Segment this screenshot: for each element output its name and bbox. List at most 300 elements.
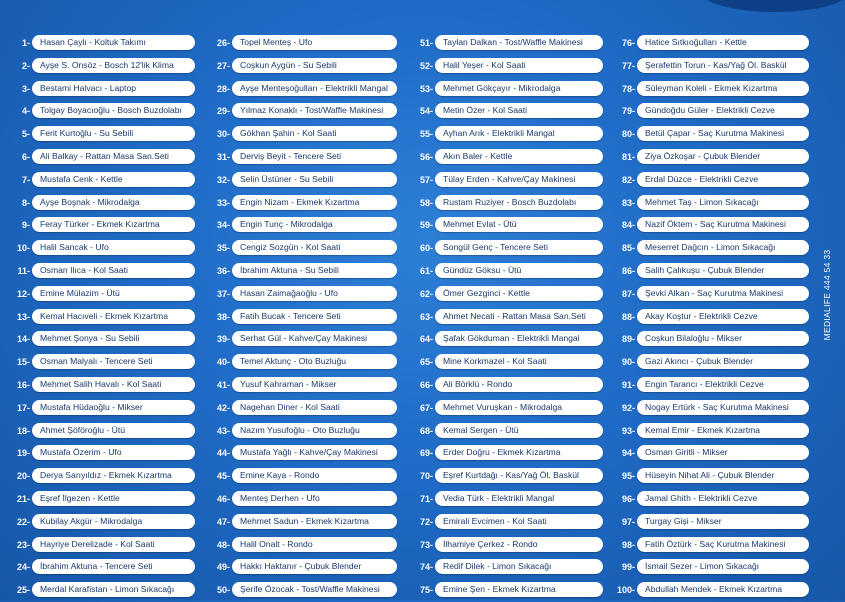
winner-entry: Süleyman Koleli - Ekmek Kızartma (637, 81, 809, 96)
winner-row (0, 283, 200, 306)
winner-entry: Mehmet Evlat - Ütü (435, 217, 603, 232)
winner-row (403, 328, 603, 351)
winner-row (0, 169, 200, 192)
winner-entry: Hasan Zaimağaoğlu - Ufo (232, 286, 397, 301)
winner-number: 69- (419, 448, 433, 459)
winner-row (0, 237, 200, 260)
winner-row (605, 579, 805, 602)
winner-entry: Metin Özer - Kol Saati (435, 103, 603, 118)
winner-number: 29- (216, 106, 230, 117)
winner-number: 82- (621, 174, 635, 185)
winner-row (605, 351, 805, 374)
winner-entry: İbrahim Aktuna - Su Sebili (232, 263, 397, 278)
winner-row (200, 465, 400, 488)
winner-row (0, 351, 200, 374)
winner-number: 95- (621, 471, 635, 482)
winner-entry: Topel Menteş - Ufo (232, 35, 397, 50)
winner-number: 9- (21, 220, 30, 231)
winner-entry: Ayşe S. Onsöz - Bosch 12'lik Klima (32, 58, 195, 73)
winner-entry: Gündoğdu Güler - Elektrikli Cezve (637, 103, 809, 118)
winner-number: 4- (21, 106, 30, 117)
winner-row (403, 374, 603, 397)
winner-entry: Mustafa Cenk - Kettle (32, 172, 195, 187)
winner-number: 100- (616, 585, 635, 596)
winner-row (403, 442, 603, 465)
winners-column-1 (0, 32, 200, 602)
winner-entry: Salih Çalıkuşu - Çubuk Blender (637, 263, 809, 278)
winner-row (0, 214, 200, 237)
winner-entry: Tolgay Boyacıoğlu - Bosch Buzdolabı (32, 103, 195, 118)
winner-entry: Vedia Türk - Elektrikli Mangal (435, 491, 603, 506)
winner-number: 34- (216, 220, 230, 231)
winner-number: 53- (419, 83, 433, 94)
winner-row (0, 397, 200, 420)
winner-number: 91- (621, 379, 635, 390)
winner-row (605, 465, 805, 488)
winner-row (605, 32, 805, 55)
winner-row (605, 123, 805, 146)
winner-entry: Emine Şen - Ekmek Kızartma (435, 582, 603, 597)
winner-number: 89- (621, 334, 635, 345)
winner-number: 85- (621, 243, 635, 254)
winner-row (605, 169, 805, 192)
winner-number: 55- (419, 129, 433, 140)
winner-number: 6- (21, 151, 30, 162)
winner-number: 45- (216, 471, 230, 482)
winner-row (403, 351, 603, 374)
winner-row (200, 442, 400, 465)
winner-entry: Halil Yeşer - Kol Saati (435, 58, 603, 73)
winner-row (0, 511, 200, 534)
winner-number: 25- (16, 585, 30, 596)
winner-entry: Osman Ilıca - Kol Saati (32, 263, 195, 278)
winner-entry: Ayşe Boşnak - Mikrodalga (32, 195, 195, 210)
winner-entry: Redif Dilek - Limon Sıkacağı (435, 559, 603, 574)
winner-number: 84- (621, 220, 635, 231)
winner-entry: Fatih Öztürk - Saç Kurutma Makinesi (637, 537, 809, 552)
winner-row (200, 534, 400, 557)
winner-number: 27- (216, 60, 230, 71)
winner-entry: Akay Koştur - Elektrikli Cezve (637, 309, 809, 324)
winner-number: 10- (16, 243, 30, 254)
winner-row (200, 328, 400, 351)
winner-number: 12- (16, 288, 30, 299)
winner-row (200, 283, 400, 306)
winner-number: 81- (621, 151, 635, 162)
winner-row (0, 465, 200, 488)
winner-row (0, 32, 200, 55)
winner-row (200, 397, 400, 420)
winner-entry: İbrahim Aktuna - Tencere Seti (32, 559, 195, 574)
winner-number: 30- (216, 129, 230, 140)
winner-number: 18- (16, 425, 30, 436)
winner-row (0, 192, 200, 215)
winner-row (403, 32, 603, 55)
winner-row (403, 397, 603, 420)
winner-row (403, 579, 603, 602)
winner-entry: Osman Giritli - Mikser (637, 445, 809, 460)
winner-number: 54- (419, 106, 433, 117)
winner-row (403, 100, 603, 123)
winner-entry: Hakkı Haktanır - Çubuk Blender (232, 559, 397, 574)
winner-number: 1- (21, 38, 30, 48)
winner-entry: Mine Korkmazel - Kol Saati (435, 354, 603, 369)
winner-entry: Menteş Derhen - Ufo (232, 491, 397, 506)
winner-number: 68- (419, 425, 433, 436)
side-label (812, 230, 842, 360)
winner-number: 66- (419, 379, 433, 390)
winner-entry: Bestami Halvacı - Laptop (32, 81, 195, 96)
winner-row (200, 169, 400, 192)
winner-entry: Emine Mülazim - Ütü (32, 286, 195, 301)
winner-entry: Mehmet Taş - Limon Sıkacağı (637, 195, 809, 210)
winner-entry: Erder Doğru - Ekmek Kızartma (435, 445, 603, 460)
winner-entry: Derviş Beyit - Tencere Seti (232, 149, 397, 164)
winner-row (605, 488, 805, 511)
winner-entry: Nazif Öktem - Saç Kurutma Makinesi (637, 217, 809, 232)
winner-number: 87- (621, 288, 635, 299)
winner-entry: Hasan Çaylı - Koltuk Takımı (32, 35, 195, 50)
winner-row (200, 420, 400, 443)
winner-number: 16- (16, 379, 30, 390)
winner-entry: Şevki Alkan - Saç Kurutma Makinesi (637, 286, 809, 301)
winner-row (403, 306, 603, 329)
winner-entry: Emirali Evcimen - Kol Saati (435, 514, 603, 529)
winner-number: 35- (216, 243, 230, 254)
winner-number: 63- (419, 311, 433, 322)
winner-row (403, 55, 603, 78)
winner-row (605, 328, 805, 351)
winner-number: 86- (621, 265, 635, 276)
winner-row (200, 55, 400, 78)
winner-row (403, 534, 603, 557)
winner-entry: Yılmaz Konaklı - Tost/Waffle Makinesi (232, 103, 397, 118)
winner-number: 3- (21, 83, 30, 94)
winner-row (200, 214, 400, 237)
winner-row (200, 192, 400, 215)
winner-row (403, 192, 603, 215)
winners-column-3 (403, 32, 603, 602)
winner-entry: Mehmet Şonya - Su Sebili (32, 331, 195, 346)
winner-entry: Ferit Kurtoğlu - Su Sebili (32, 126, 195, 141)
winner-number: 42- (216, 402, 230, 413)
winner-row (605, 146, 805, 169)
winner-row (605, 100, 805, 123)
winner-entry: Meserret Dağcın - Limon Sıkacağı (637, 240, 809, 255)
winner-number: 20- (16, 471, 30, 482)
winner-row (403, 556, 603, 579)
winner-entry: Hatice Sıtkıoğulları - Kettle (637, 35, 809, 50)
winner-row (605, 397, 805, 420)
winner-row (0, 488, 200, 511)
winner-row (200, 32, 400, 55)
winner-number: 80- (621, 129, 635, 140)
winner-row (605, 283, 805, 306)
winner-entry: Halil Sancak - Ufo (32, 240, 195, 255)
winner-entry: Mehmet Gökçayır - Mikrodalga (435, 81, 603, 96)
winner-number: 14- (16, 334, 30, 345)
winner-entry: Cengiz Sozgün - Kol Saati (232, 240, 397, 255)
winner-entry: Jamal Ghith - Elektrikli Cezve (637, 491, 809, 506)
winner-entry: Turgay Gişi - Mikser (637, 514, 809, 529)
winner-row (0, 78, 200, 101)
winner-number: 65- (419, 357, 433, 368)
winner-row (0, 328, 200, 351)
winner-number: 70- (419, 471, 433, 482)
winner-row (605, 260, 805, 283)
winner-row (403, 420, 603, 443)
winner-row (605, 192, 805, 215)
winner-entry: Engin Tunç - Mikrodalga (232, 217, 397, 232)
winner-entry: Mehmet Sadun - Ekmek Kızartma (232, 514, 397, 529)
winner-entry: Tülay Erden - Kahve/Çay Makinesi (435, 172, 603, 187)
winner-entry: Akın Baler - Kettle (435, 149, 603, 164)
winner-row (200, 488, 400, 511)
winner-number: 94- (621, 448, 635, 459)
winner-row (0, 420, 200, 443)
winner-number: 44- (216, 448, 230, 459)
winner-entry: Serhat Gül - Kahve/Çay Makinesi (232, 331, 397, 346)
winner-entry: Merdal Karafistan - Limon Sıkacağı (32, 582, 195, 597)
winner-number: 77- (621, 60, 635, 71)
winner-entry: Halil Onalt - Rondo (232, 537, 397, 552)
winner-number: 71- (419, 493, 433, 504)
winner-entry: Hayriye Derelizade - Kol Saati (32, 537, 195, 552)
winner-entry: Abdullah Mendek - Ekmek Kızartma (637, 582, 809, 597)
winner-number: 67- (419, 402, 433, 413)
winner-row (200, 511, 400, 534)
winner-number: 26- (216, 38, 230, 48)
winner-entry: Hüseyin Nihat Ali - Çubuk Blender (637, 468, 809, 483)
winner-number: 97- (621, 516, 635, 527)
winner-number: 17- (16, 402, 30, 413)
winner-number: 13- (16, 311, 30, 322)
winner-number: 83- (621, 197, 635, 208)
winner-row (0, 306, 200, 329)
winner-entry: Eşref İlgezen - Kettle (32, 491, 195, 506)
winner-number: 49- (216, 562, 230, 573)
winner-number: 11- (17, 265, 30, 276)
winner-entry: Mustafa Yağlı - Kahve/Çay Makinesi (232, 445, 397, 460)
winner-row (403, 237, 603, 260)
winner-row (403, 146, 603, 169)
winner-entry: Selin Üstüner - Su Sebili (232, 172, 397, 187)
winner-entry: Kemal Emir - Ekmek Kızartma (637, 423, 809, 438)
winner-entry: Gökhan Şahin - Kol Saati (232, 126, 397, 141)
winner-entry: Nogay Ertürk - Saç Kurutma Makinesi (637, 400, 809, 415)
winner-number: 88- (621, 311, 635, 322)
winner-number: 23- (16, 539, 30, 550)
winner-entry: Mustafa Hüdaoğlu - Mikser (32, 400, 195, 415)
winner-entry: Kubilay Akgür - Mikrodalga (32, 514, 195, 529)
winner-number: 40- (216, 357, 230, 368)
winner-entry: İsmail Sezer - Limon Sıkacağı (637, 559, 809, 574)
winner-number: 8- (21, 197, 30, 208)
winner-number: 5- (21, 129, 30, 140)
winner-entry: Betül Çapar - Saç Kurutma Makinesi (637, 126, 809, 141)
winner-number: 78- (621, 83, 635, 94)
side-label-text: MEDIALIFE 444 54 33 (822, 249, 832, 341)
winner-row (200, 100, 400, 123)
winner-number: 75- (419, 585, 433, 596)
winner-entry: Ahmet Şöföroğlu - Ütü (32, 423, 195, 438)
winner-entry: Taylan Dalkan - Tost/Waffle Makinesi (435, 35, 603, 50)
winner-number: 92- (621, 402, 635, 413)
winners-column-4 (605, 32, 805, 602)
winner-row (0, 123, 200, 146)
winner-row (605, 214, 805, 237)
winner-number: 99- (621, 562, 635, 573)
winner-row (0, 374, 200, 397)
winner-number: 79- (621, 106, 635, 117)
winner-number: 2- (21, 60, 30, 71)
winner-number: 38- (216, 311, 230, 322)
winner-row (605, 420, 805, 443)
winner-number: 90- (621, 357, 635, 368)
top-decoration (700, 0, 845, 12)
winner-entry: Şafak Gökduman - Elektrikli Mangal (435, 331, 603, 346)
winner-row (403, 465, 603, 488)
winner-entry: Songül Genç - Tencere Seti (435, 240, 603, 255)
winner-number: 21- (16, 493, 30, 504)
winner-row (200, 556, 400, 579)
winner-number: 33- (216, 197, 230, 208)
winner-number: 37- (216, 288, 230, 299)
winner-number: 73- (419, 539, 433, 550)
winner-row (403, 169, 603, 192)
winner-row (403, 78, 603, 101)
winner-row (605, 78, 805, 101)
winner-entry: Ali Balkay - Rattan Masa San.Seti (32, 149, 195, 164)
winner-entry: Derya Sarıyıldız - Ekmek Kızartma (32, 468, 195, 483)
winner-row (0, 534, 200, 557)
winner-number: 57- (419, 174, 433, 185)
winner-entry: Ali Börklü - Rondo (435, 377, 603, 392)
winner-number: 93- (621, 425, 635, 436)
winner-number: 76- (621, 38, 635, 48)
winner-row (200, 78, 400, 101)
winner-row (200, 260, 400, 283)
winner-number: 31- (216, 151, 230, 162)
winner-number: 56- (419, 151, 433, 162)
winner-number: 7- (21, 174, 30, 185)
winner-entry: Şerafettin Torun - Kas/Yağ Öl. Baskül (637, 58, 809, 73)
winner-entry: Feray Türker - Ekmek Kızartma (32, 217, 195, 232)
winner-row (605, 237, 805, 260)
winner-entry: Ziya Özkoşar - Çubuk Blender (637, 149, 809, 164)
winner-number: 24- (16, 562, 30, 573)
winner-row (0, 579, 200, 602)
winner-entry: Engin Nizam - Ekmek Kızartma (232, 195, 397, 210)
winner-entry: Coşkun Aygün - Su Sebili (232, 58, 397, 73)
winner-number: 61- (419, 265, 433, 276)
winner-row (605, 374, 805, 397)
winner-number: 46- (216, 493, 230, 504)
winner-row (200, 123, 400, 146)
winner-number: 43- (216, 425, 230, 436)
winner-row (403, 283, 603, 306)
winner-row (403, 260, 603, 283)
winner-row (605, 55, 805, 78)
winner-entry: Mehmet Salih Havalı - Kol Saati (32, 377, 195, 392)
winner-entry: Mustafa Özerim - Ufo (32, 445, 195, 460)
winner-row (0, 146, 200, 169)
winner-entry: Kemal Sergen - Ütü (435, 423, 603, 438)
winner-entry: Ahmet Necati - Rattan Masa San.Seti (435, 309, 603, 324)
winner-number: 64- (419, 334, 433, 345)
winner-number: 32- (216, 174, 230, 185)
winner-entry: Ayşe Menteşoğulları - Elektrikli Mangal (232, 81, 397, 96)
winner-number: 41- (216, 379, 230, 390)
winner-row (200, 351, 400, 374)
winner-row (403, 214, 603, 237)
winner-number: 50- (216, 585, 230, 596)
winner-row (605, 442, 805, 465)
winner-number: 98- (621, 539, 635, 550)
winner-row (605, 306, 805, 329)
winner-number: 47- (216, 516, 230, 527)
winner-number: 62- (419, 288, 433, 299)
winner-number: 96- (621, 493, 635, 504)
winner-row (403, 123, 603, 146)
winner-row (200, 306, 400, 329)
winner-entry: Osman Malyalı - Tencere Seti (32, 354, 195, 369)
winner-entry: Yusuf Kahraman - Mikser (232, 377, 397, 392)
winner-entry: Eşref Kurtdağı - Kas/Yağ Öl. Baskül (435, 468, 603, 483)
winner-number: 28- (216, 83, 230, 94)
winner-number: 51- (419, 38, 433, 48)
winner-row (0, 55, 200, 78)
winner-entry: Kemal Hacıveli - Ekmek Kızartma (32, 309, 195, 324)
winner-row (200, 237, 400, 260)
winner-entry: Şerife Özocak - Tost/Waffle Makinesi (232, 582, 397, 597)
winner-entry: Nazım Yusufoğlu - Oto Buzluğu (232, 423, 397, 438)
winner-entry: Gündüz Göksu - Ütü (435, 263, 603, 278)
winner-entry: Nagehan Diner - Kol Saati (232, 400, 397, 415)
winner-row (403, 488, 603, 511)
winner-entry: Coşkun Bilaloğlu - Mikser (637, 331, 809, 346)
winner-number: 58- (419, 197, 433, 208)
winner-number: 74- (419, 562, 433, 573)
winner-entry: Mehmet Vuruşkan - Mikrodalga (435, 400, 603, 415)
winner-entry: Ömer Gezginci - Kettle (435, 286, 603, 301)
winner-entry: Rustam Ruziyer - Bosch Buzdolabı (435, 195, 603, 210)
winner-entry: Engin Tarancı - Elektrikli Cezve (637, 377, 809, 392)
winner-entry: Temel Aktunç - Oto Buzluğu (232, 354, 397, 369)
winner-number: 48- (216, 539, 230, 550)
winner-entry: Fatih Bucak - Tencere Seti (232, 309, 397, 324)
winner-row (403, 511, 603, 534)
winner-number: 72- (419, 516, 433, 527)
winner-row (0, 442, 200, 465)
winner-number: 60- (419, 243, 433, 254)
winner-number: 19- (16, 448, 30, 459)
winner-entry: Erdal Düzce - Elektrikli Cezve (637, 172, 809, 187)
winner-row (200, 374, 400, 397)
winner-row (0, 556, 200, 579)
winners-column-2 (200, 32, 400, 602)
winner-row (0, 100, 200, 123)
winner-number: 15- (16, 357, 30, 368)
winner-number: 39- (216, 334, 230, 345)
winner-row (605, 511, 805, 534)
winner-number: 52- (419, 60, 433, 71)
winner-row (200, 579, 400, 602)
winner-entry: Gazi Akıncı - Çubuk Blender (637, 354, 809, 369)
winner-number: 36- (216, 265, 230, 276)
winner-row (0, 260, 200, 283)
winner-entry: İlhamiye Çerkez - Rondo (435, 537, 603, 552)
